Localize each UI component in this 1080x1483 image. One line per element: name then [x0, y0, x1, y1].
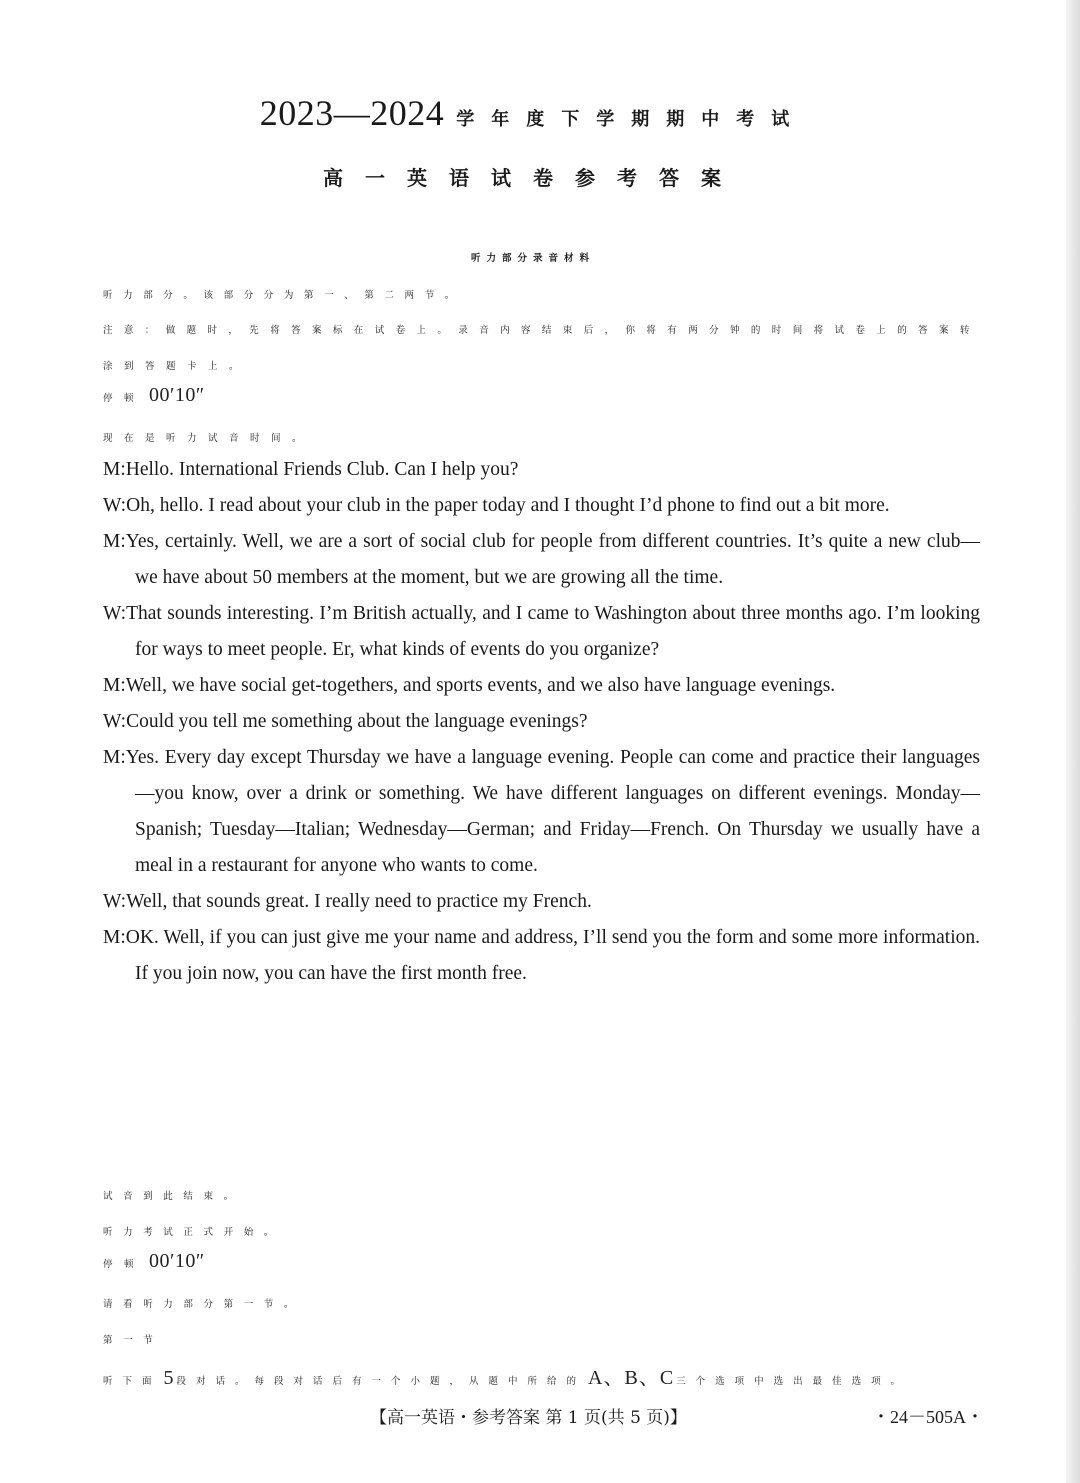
intro-line-3: 涂到答题卡上。: [103, 361, 251, 372]
turn-text: Yes, certainly. Well, we are a sort of social club for people from different countries. It’s quite a new club—we have about 50 members at the moment, but we are growing all the time.: [125, 531, 980, 588]
instruction-options: A、B、C: [588, 1367, 675, 1389]
section-heading: 听力部分录音材料: [470, 253, 595, 264]
speaker-label: M:: [103, 531, 126, 552]
instruction-b: 段对话。每段对话后有一个小题，从题中所给的: [176, 1376, 587, 1387]
part-one-line: 第一节: [103, 1335, 164, 1346]
dialogue-turn: [103, 740, 980, 884]
title-text: 学年度下学期期中考试: [456, 109, 807, 130]
instruction-number: 5: [163, 1367, 175, 1389]
turn-text: Oh, hello. I read about your club in the paper today and I thought I’d phone to find out a bit more.: [126, 495, 890, 516]
dialogue-turn: [103, 704, 980, 740]
page-footer: 【高一英语・参考答案 第 1 页(共 5 页)】: [370, 1408, 687, 1428]
dialogue-turn: [103, 668, 980, 704]
speaker-label: W:: [103, 603, 127, 624]
turn-text: Hello. International Friends Club. Can I help you?: [125, 459, 519, 480]
exam-title: [0, 92, 1066, 134]
pause-time: 00′10″: [149, 384, 205, 406]
trial-end-line: 试音到此结束。: [103, 1191, 244, 1202]
turn-text: Well, that sounds great. I really need to practice my French.: [126, 891, 592, 912]
instruction-c: 三个选项中选出最佳选项。: [676, 1376, 911, 1387]
intro-line-1: 听力部分。该部分分为第一、第二两节。: [103, 290, 465, 301]
speaker-label: W:: [103, 495, 127, 516]
dialogue-turn: [103, 884, 980, 920]
part-one-instruction: [103, 1361, 910, 1390]
exam-subtitle: 高一英语试卷参考答案: [323, 166, 743, 190]
speaker-label: M:: [103, 459, 126, 480]
instruction-a: 听下面: [103, 1376, 162, 1387]
speaker-label: W:: [103, 891, 127, 912]
speaker-label: M:: [103, 747, 126, 768]
dialogue-turn: [103, 524, 980, 596]
paper-code: ・24－505A・: [872, 1407, 984, 1427]
title-year: 2023—2024: [259, 93, 445, 133]
dialogue-turn: [103, 920, 980, 992]
pause-label: 停顿: [103, 1259, 146, 1270]
turn-text: Could you tell me something about the language evenings?: [126, 711, 588, 732]
speaker-label: M:: [103, 927, 126, 948]
dialogue-turn: [103, 488, 980, 524]
turn-text: Well, we have social get-togethers, and sports events, and we also have language evenings.: [125, 675, 836, 696]
exam-start-line: 听力考试正式开始。: [103, 1227, 284, 1238]
turn-text: OK. Well, if you can just give me your name and address, I’ll send you the form and some more information. If you join now, you can have the first month free.: [125, 927, 980, 984]
pause-line-2: [103, 1250, 205, 1273]
speaker-label: M:: [103, 675, 126, 696]
dialogue-transcript: [103, 452, 980, 992]
trial-line: 现在是听力试音时间。: [103, 433, 314, 444]
turn-text: That sounds interesting. I’m British actually, and I came to Washington about three months ago. I’m looking for ways to meet people. Er, what kinds of events do you organize?: [126, 603, 980, 660]
pause-label: 停顿: [103, 393, 146, 404]
dialogue-turn: [103, 452, 980, 488]
intro-line-2: 注意：做题时，先将答案标在试卷上。录音内容结束后，你将有两分钟的时间将试卷上的答案转: [103, 325, 981, 336]
turn-text: Yes. Every day except Thursday we have a language evening. People can come and practice their languages—you know, over a drink or something. We have different languages on different evenings. Monday—Spanish; Tuesday—Italian; Wednesday—German; and Friday—French. On Thursday we usually have a meal in a restaurant for anyone who wants to come.: [125, 747, 980, 876]
page-edge-shadow: [1066, 0, 1080, 1483]
speaker-label: W:: [103, 711, 127, 732]
pause-line-1: [103, 384, 205, 407]
look-line: 请看听力部分第一节。: [103, 1299, 305, 1310]
dialogue-turn: [103, 596, 980, 668]
pause-time: 00′10″: [149, 1250, 205, 1272]
